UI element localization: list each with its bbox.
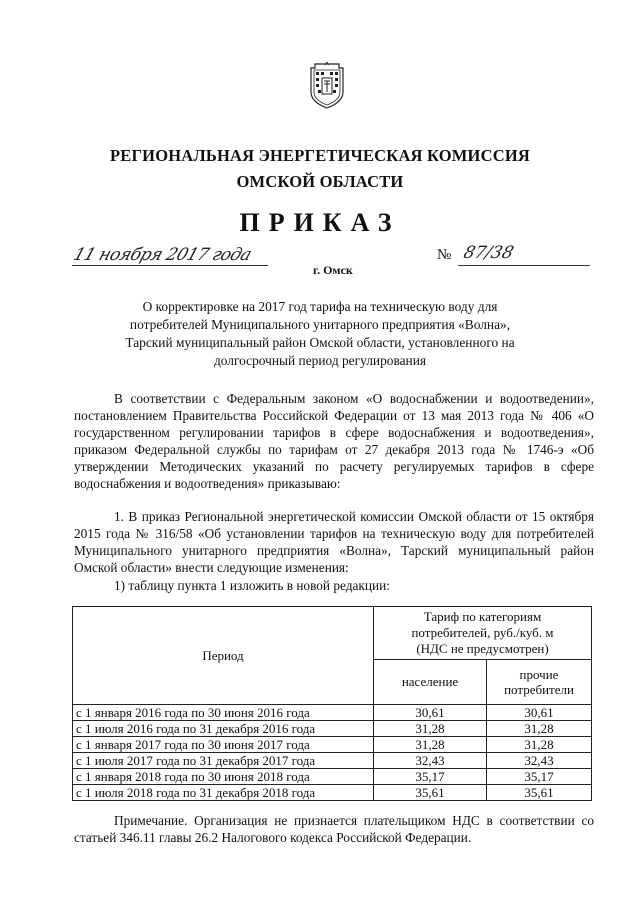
date-underline: [72, 265, 268, 266]
document-title: ПРИКАЗ: [239, 208, 401, 237]
column-header-other: прочие потребители: [487, 660, 592, 705]
period-cell: с 1 июля 2018 года по 31 декабря 2018 года: [73, 785, 374, 801]
table-row: [73, 721, 592, 737]
other-cell: 31,28: [487, 737, 592, 753]
table-row: [73, 769, 592, 785]
period-cell: с 1 июля 2016 года по 31 декабря 2016 года: [73, 721, 374, 737]
column-header-population: население: [374, 660, 487, 705]
population-cell: 30,61: [374, 705, 487, 721]
other-cell: 32,43: [487, 753, 592, 769]
organization-name-line-2: ОМСКОЙ ОБЛАСТИ: [236, 172, 404, 191]
item-1-paragraph: 1. В приказ Региональной энергетической комиссии Омской области от 15 октября 2015 года № 316/58 «Об установлении тарифов на техническую воду для потребителей Муниципального унитарного предприятия «Волна», Тарский муниципальный район Омской области» внести следующие изменения:: [74, 509, 594, 575]
column-header-period: Период: [73, 607, 374, 705]
population-cell: 32,43: [374, 753, 487, 769]
subitem-1-paragraph: 1) таблицу пункта 1 изложить в новой редакции:: [114, 578, 390, 593]
city-label: г. Омск: [313, 263, 353, 277]
note-paragraph: Примечание. Организация не признается плательщиком НДС в соответствии со статьей 346.11 главы 26.2 Налогового кодекса Российской Федерации.: [74, 813, 594, 845]
number-underline: [458, 265, 590, 266]
period-cell: с 1 января 2018 года по 30 июня 2018 года: [73, 769, 374, 785]
number-sign: №: [437, 247, 452, 263]
other-cell: 31,28: [487, 721, 592, 737]
population-cell: 31,28: [374, 737, 487, 753]
other-cell: 35,61: [487, 785, 592, 801]
preamble-paragraph: В соответствии с Федеральным законом «О водоснабжении и водоотведении», постановлением Правительства Российской Федерации от 13 мая 2013 года № 406 «О государственном регулировании тарифов в сфере водоснабжения и водоотведения», приказом Федеральной службы по тарифам от 27 декабря 2013 года № 1746-э «Об утверждении Методических указаний по расчету регулируемых тарифов в сфере водоснабжения и водоотведения» приказываю:: [74, 391, 594, 491]
order-subject: О корректировке на 2017 год тарифа на техническую воду для потребителей Муниципального унитарного предприятия «Волна», Тарский муниципальный район Омской области, установленного на долгосрочный период регулирования: [125, 299, 515, 368]
table-row: [73, 705, 592, 721]
handwritten-date: 11 ноября 2017 года: [70, 245, 254, 265]
table-row: [73, 737, 592, 753]
period-cell: с 1 января 2017 года по 30 июня 2017 года: [73, 737, 374, 753]
table-row: [73, 753, 592, 769]
tariff-table: [72, 606, 592, 801]
coat-of-arms-icon: [305, 62, 349, 110]
column-header-tariff: Тариф по категориям потребителей, руб./куб. м (НДС не предусмотрен): [374, 607, 592, 660]
organization-name-line-1: РЕГИОНАЛЬНАЯ ЭНЕРГЕТИЧЕСКАЯ КОМИССИЯ: [110, 146, 530, 165]
order-number: 87/38: [461, 243, 516, 263]
population-cell: 31,28: [374, 721, 487, 737]
table-row: [73, 785, 592, 801]
other-cell: 30,61: [487, 705, 592, 721]
other-cell: 35,17: [487, 769, 592, 785]
population-cell: 35,17: [374, 769, 487, 785]
period-cell: с 1 июля 2017 года по 31 декабря 2017 года: [73, 753, 374, 769]
population-cell: 35,61: [374, 785, 487, 801]
period-cell: с 1 января 2016 года по 30 июня 2016 года: [73, 705, 374, 721]
